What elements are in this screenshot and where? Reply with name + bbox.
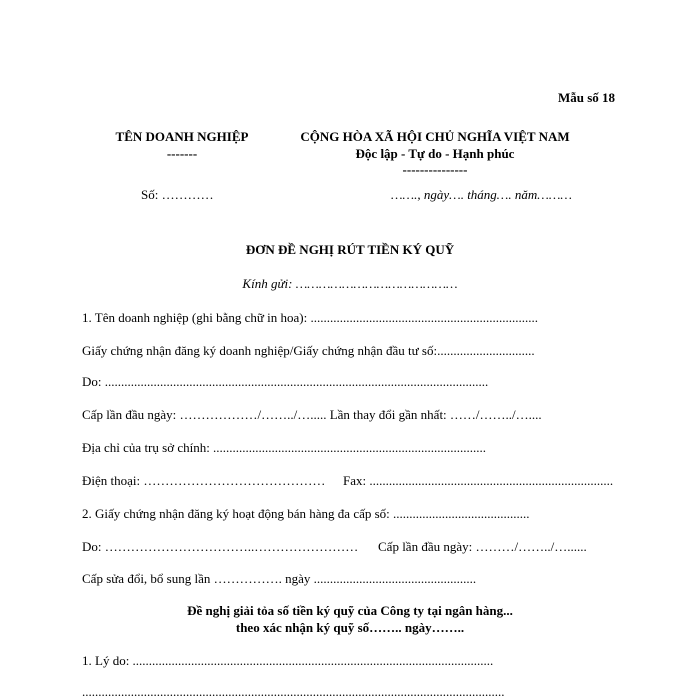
mlm-first-issue-date-field: Cấp lần đầu ngày: ………/……../…......: [378, 539, 587, 554]
release-request-line-2: theo xác nhận ký quỹ số…….. ngày……..: [235, 620, 465, 635]
head-office-address-field: Địa chỉ của trụ sở chính: ....................................................................................: [82, 440, 487, 455]
company-name-field: 1. Tên doanh nghiệp (ghi bằng chữ in hoa): ......................................................................: [82, 310, 538, 325]
mlm-certificate-field: 2. Giấy chứng nhận đăng ký hoạt động bán hàng đa cấp số: ..........................................: [82, 506, 530, 521]
date-line: ……., ngày…. tháng…. năm………: [391, 187, 572, 202]
company-name: TÊN DOANH NGHIỆP: [115, 129, 249, 144]
registration-certificate-field: Giấy chứng nhận đăng ký doanh nghiệp/Giấy chứng nhận đầu tư số:..............................: [82, 343, 535, 358]
release-request-line-1: Đề nghị giải tỏa số tiền ký quỹ của Công ty tại ngân hàng...: [187, 603, 513, 618]
issue-dates-field: Cấp lần đầu ngày: ………………/……../…..... Lần thay đổi gần nhất: ……/……../…....: [82, 407, 542, 422]
document-number: Số: …………: [141, 187, 214, 202]
issued-by-field: Do: ......................................................................................................................: [82, 374, 489, 389]
fax-field: Fax: ...........................................................................: [343, 473, 614, 488]
republic-title: CỘNG HÒA XÃ HỘI CHỦ NGHĨA VIỆT NAM: [300, 129, 570, 144]
form-number: Mẫu số 18: [558, 90, 616, 105]
motto-dashes: ---------------: [402, 162, 468, 177]
document-title: ĐƠN ĐỀ NGHỊ RÚT TIỀN KÝ QUỸ: [245, 242, 455, 257]
reason-field: 1. Lý do: ...............................................................................................................: [82, 653, 494, 668]
phone-field: Điện thoại: ……………………………………: [82, 473, 326, 488]
national-motto: Độc lập - Tự do - Hạnh phúc: [355, 146, 515, 161]
reason-continuation: ..................................................................................................................................: [82, 684, 505, 699]
recipient-line: Kính gửi: ……………………………………: [242, 276, 458, 291]
mlm-issued-by-field: Do: ……………………………..……………………: [82, 539, 359, 554]
company-dashes: -------: [166, 146, 198, 161]
amendment-field: Cấp sửa đổi, bổ sung lần ……………. ngày ..................................................: [82, 571, 477, 586]
